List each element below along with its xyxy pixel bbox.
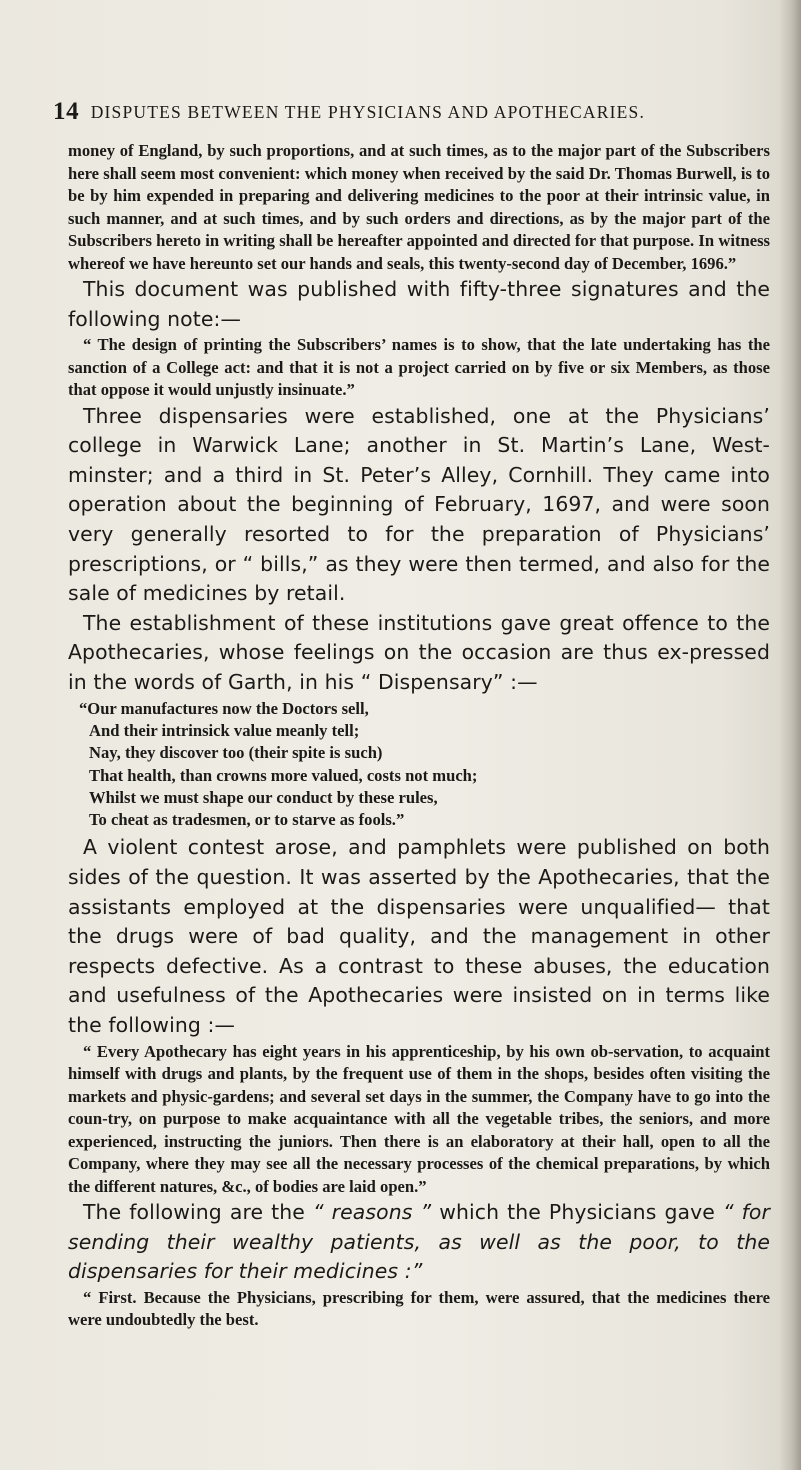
running-head xyxy=(53,98,773,126)
reasons-italic-phrase: “ for sending their wealthy patients, as well as the poor, to the dispensaries for their medicines :” xyxy=(68,1200,770,1284)
paragraph-publication-note: This document was published with fifty-three signatures and the following note:— xyxy=(68,277,770,331)
paragraph-dispensaries: Three dispensaries were established, one at the Physicians’ college in Warwick Lane; another in St. Martin’s Lane, West-minster; and a third in St. Peter’s Alley, Cornhill. They came into operation about the beginning of February, 1697, and were soon very generally resorted to for the preparation of Physicians’ prescriptions, or “ bills,” as they were then termed, and also for the sale of medicines by retail. xyxy=(68,403,770,606)
garth-verse xyxy=(68,698,770,832)
verse-line: “Our manufactures now the Doctors sell, xyxy=(79,698,369,718)
verse-line: And their intrinsick value meanly tell; xyxy=(89,720,360,740)
reasons-mid-text: which the Physicians gave xyxy=(431,1200,723,1225)
paragraph-physicians-reasons xyxy=(68,1198,770,1287)
paragraph-violent-contest: A violent contest arose, and pamphlets were published on both sides of the question. It was asserted by the Apothecaries, that the assistants employed at the dispensaries were unqualified— that the drugs were of bad quality, and the management in other respects defective. As a contrast to these abuses, the education and usefulness of the Apothecaries were insisted on in terms like the following :— xyxy=(68,835,770,1037)
reasons-lead-text: The following are the xyxy=(83,1200,313,1225)
first-reason-quotation: “ First. Because the Physicians, prescribing for them, were assured, that the medicines there were undoubtedly the best. xyxy=(68,1287,770,1330)
verse-line: To cheat as tradesmen, or to starve as fools.” xyxy=(89,810,405,830)
verse-line: That health, than crowns more valued, costs not much; xyxy=(89,765,478,785)
page-body xyxy=(68,140,770,1332)
verse-line: Nay, they discover too (their spite is such) xyxy=(89,743,383,763)
running-title: DISPUTES BETWEEN THE PHYSICIANS AND APOTHECARIES. xyxy=(90,102,646,122)
deed-quotation-end: money of England, by such proportions, and at such times, as to the major part of the Subscribers here shall seem most convenient: which money when received by the said Dr. Thomas Burwell, is to be by him expended in preparing and delivering medicines to the poor at their intrinsic value, in such manner, and at such times, and by such orders and directions, as by the major part of the Subscribers hereto in writing shall be hereafter appointed and directed for that purpose. In witness whereof we have hereunto set our hands and seals, this twenty-second day of December, 1696.” xyxy=(68,141,770,273)
apothecary-training-quotation: “ Every Apothecary has eight years in his apprenticeship, by his own ob-servation, to acquaint himself with drugs and plants, by the frequent use of them in the shops, besides often visiting the markets and physic-gardens; and several set days in the summer, the Company have to go into the coun-try, on purpose to make acquaintance with all the vegetable tribes, the seniors, and more experienced, instructing the juniors. Then there is an elaboratory at their hall, open to all the Company, where they may see all the necessary processes of the chemical preparations, by which the different natures, &c., of bodies are laid open.” xyxy=(68,1041,770,1196)
subscribers-note-quotation: “ The design of printing the Subscribers’ names is to show, that the late undertaking has the sanction of a College act: and that it is not a project carried on by five or six Members, as those that oppose it would unjustly insinuate.” xyxy=(68,335,770,400)
paragraph-apothecaries-offence: The establishment of these institutions gave great offence to the Apothecaries, whose feelings on the occasion are thus ex-pressed in the words of Garth, in his “ Dispensary” :— xyxy=(68,610,770,695)
page-binding-shadow xyxy=(779,0,801,1470)
verse-line: Whilst we must shape our conduct by these rules, xyxy=(89,787,438,807)
page-number: 14 xyxy=(53,98,80,125)
reasons-italic-word: “ reasons ” xyxy=(312,1200,432,1225)
